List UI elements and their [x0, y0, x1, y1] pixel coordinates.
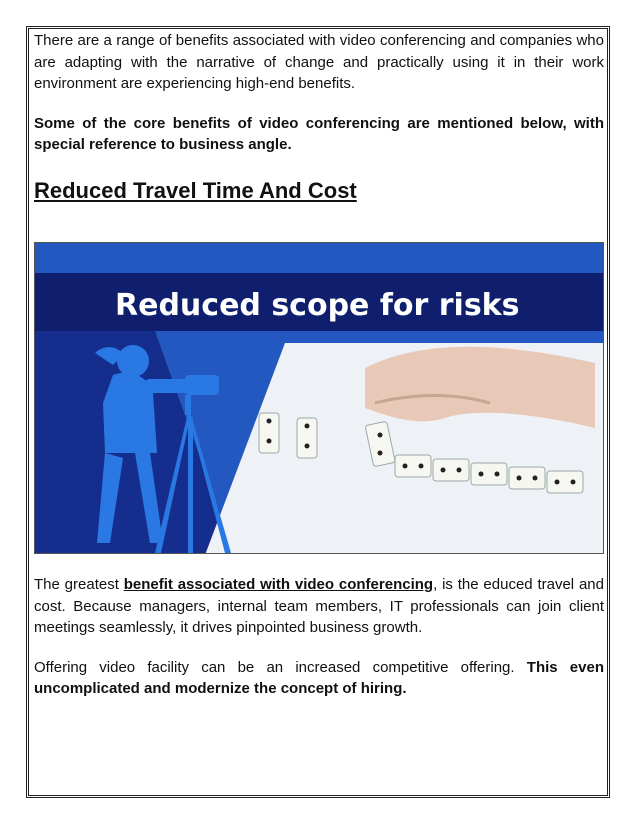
image-caption: Reduced scope for risks [115, 288, 520, 323]
intro-bold-note: Some of the core benefits of video conferencing are mentioned below, with special reference to business angle. [34, 114, 604, 153]
section-paragraph-2 [34, 657, 604, 700]
benefit-link[interactable]: benefit associated with video conferencing [123, 576, 434, 593]
paragraph2-plain: Offering video facility can be an increased competitive offering. [34, 658, 527, 676]
paragraph1-end: , is the educed travel and cost. Because managers, internal team members, IT professionals can join client meetings seamlessly, it drives pinpointed business growth. [34, 576, 604, 636]
feature-image [34, 242, 604, 554]
paragraph1-start: The greatest [34, 576, 124, 593]
section-paragraph-1 [34, 574, 604, 639]
paragraph2-bold: This even uncomplicated and modernize the concept of hiring. [34, 658, 605, 697]
intro-paragraph: There are a range of benefits associated with video conferencing and companies who are adapting with the narrative of change and practically using it in their work environment are experiencing high-end benefits. [34, 32, 604, 92]
section-heading: Reduced Travel Time And Cost [34, 177, 357, 203]
document-content [34, 30, 605, 697]
